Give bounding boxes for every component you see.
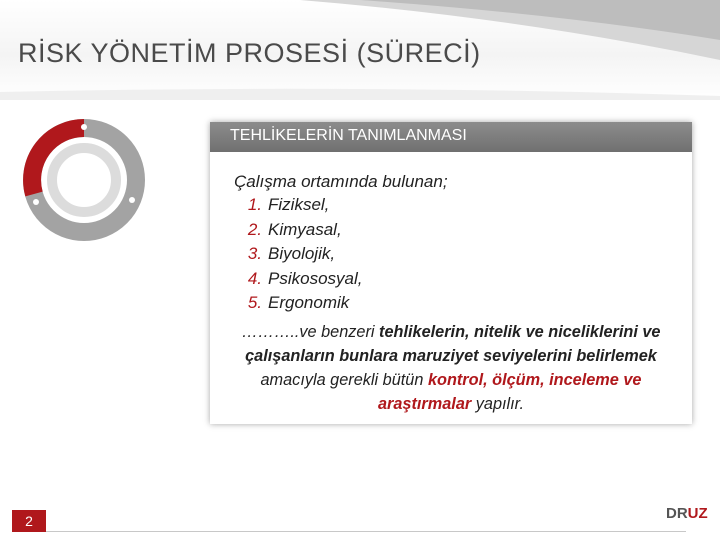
footer-divider <box>46 531 686 532</box>
list-item <box>240 220 362 245</box>
paragraph-part: yapılır. <box>471 395 524 413</box>
page-number-badge: 2 <box>12 510 46 532</box>
paragraph-bold: tehlikelerin, nitelik ve niceliklerini ve çalışanların bunlara maruziyet seviyelerini belirlemek <box>245 323 661 365</box>
list-item <box>240 244 362 269</box>
list-text: Fiziksel, <box>268 195 330 214</box>
intro-text: Çalışma ortamında bulunan; <box>234 172 448 191</box>
list-item <box>240 269 362 294</box>
paragraph-highlight: kontrol, ölçüm, inceleme ve araştırmalar <box>377 371 642 413</box>
list-text: Biyolojik, <box>268 244 336 263</box>
list-number: 2. <box>247 219 262 239</box>
brand-logo <box>666 505 708 522</box>
list-item <box>240 195 362 220</box>
hazard-list <box>240 195 362 318</box>
list-text: Kimyasal, <box>268 219 342 239</box>
page-title: RİSK YÖNETİM PROSESİ (SÜRECİ) <box>18 38 481 68</box>
list-text: Ergonomik <box>268 293 350 312</box>
logo-part: UZ <box>687 505 708 522</box>
list-number: 5. <box>247 293 262 312</box>
process-ring-icon <box>22 118 146 242</box>
paragraph-part: ………..ve benzeri <box>241 323 380 341</box>
content-card <box>210 122 692 424</box>
card-title: TEHLİKELERİN TANIMLANMASI <box>230 127 467 144</box>
list-item <box>240 293 362 318</box>
list-number: 3. <box>247 244 262 263</box>
description-paragraph <box>224 320 678 416</box>
paragraph-part: amacıyla gerekli bütün <box>260 371 428 389</box>
list-number: 4. <box>247 268 262 288</box>
list-text: Psikososyal, <box>268 268 363 288</box>
card-header <box>210 122 692 152</box>
list-number: 1. <box>247 195 262 214</box>
logo-part: DR <box>666 505 688 522</box>
